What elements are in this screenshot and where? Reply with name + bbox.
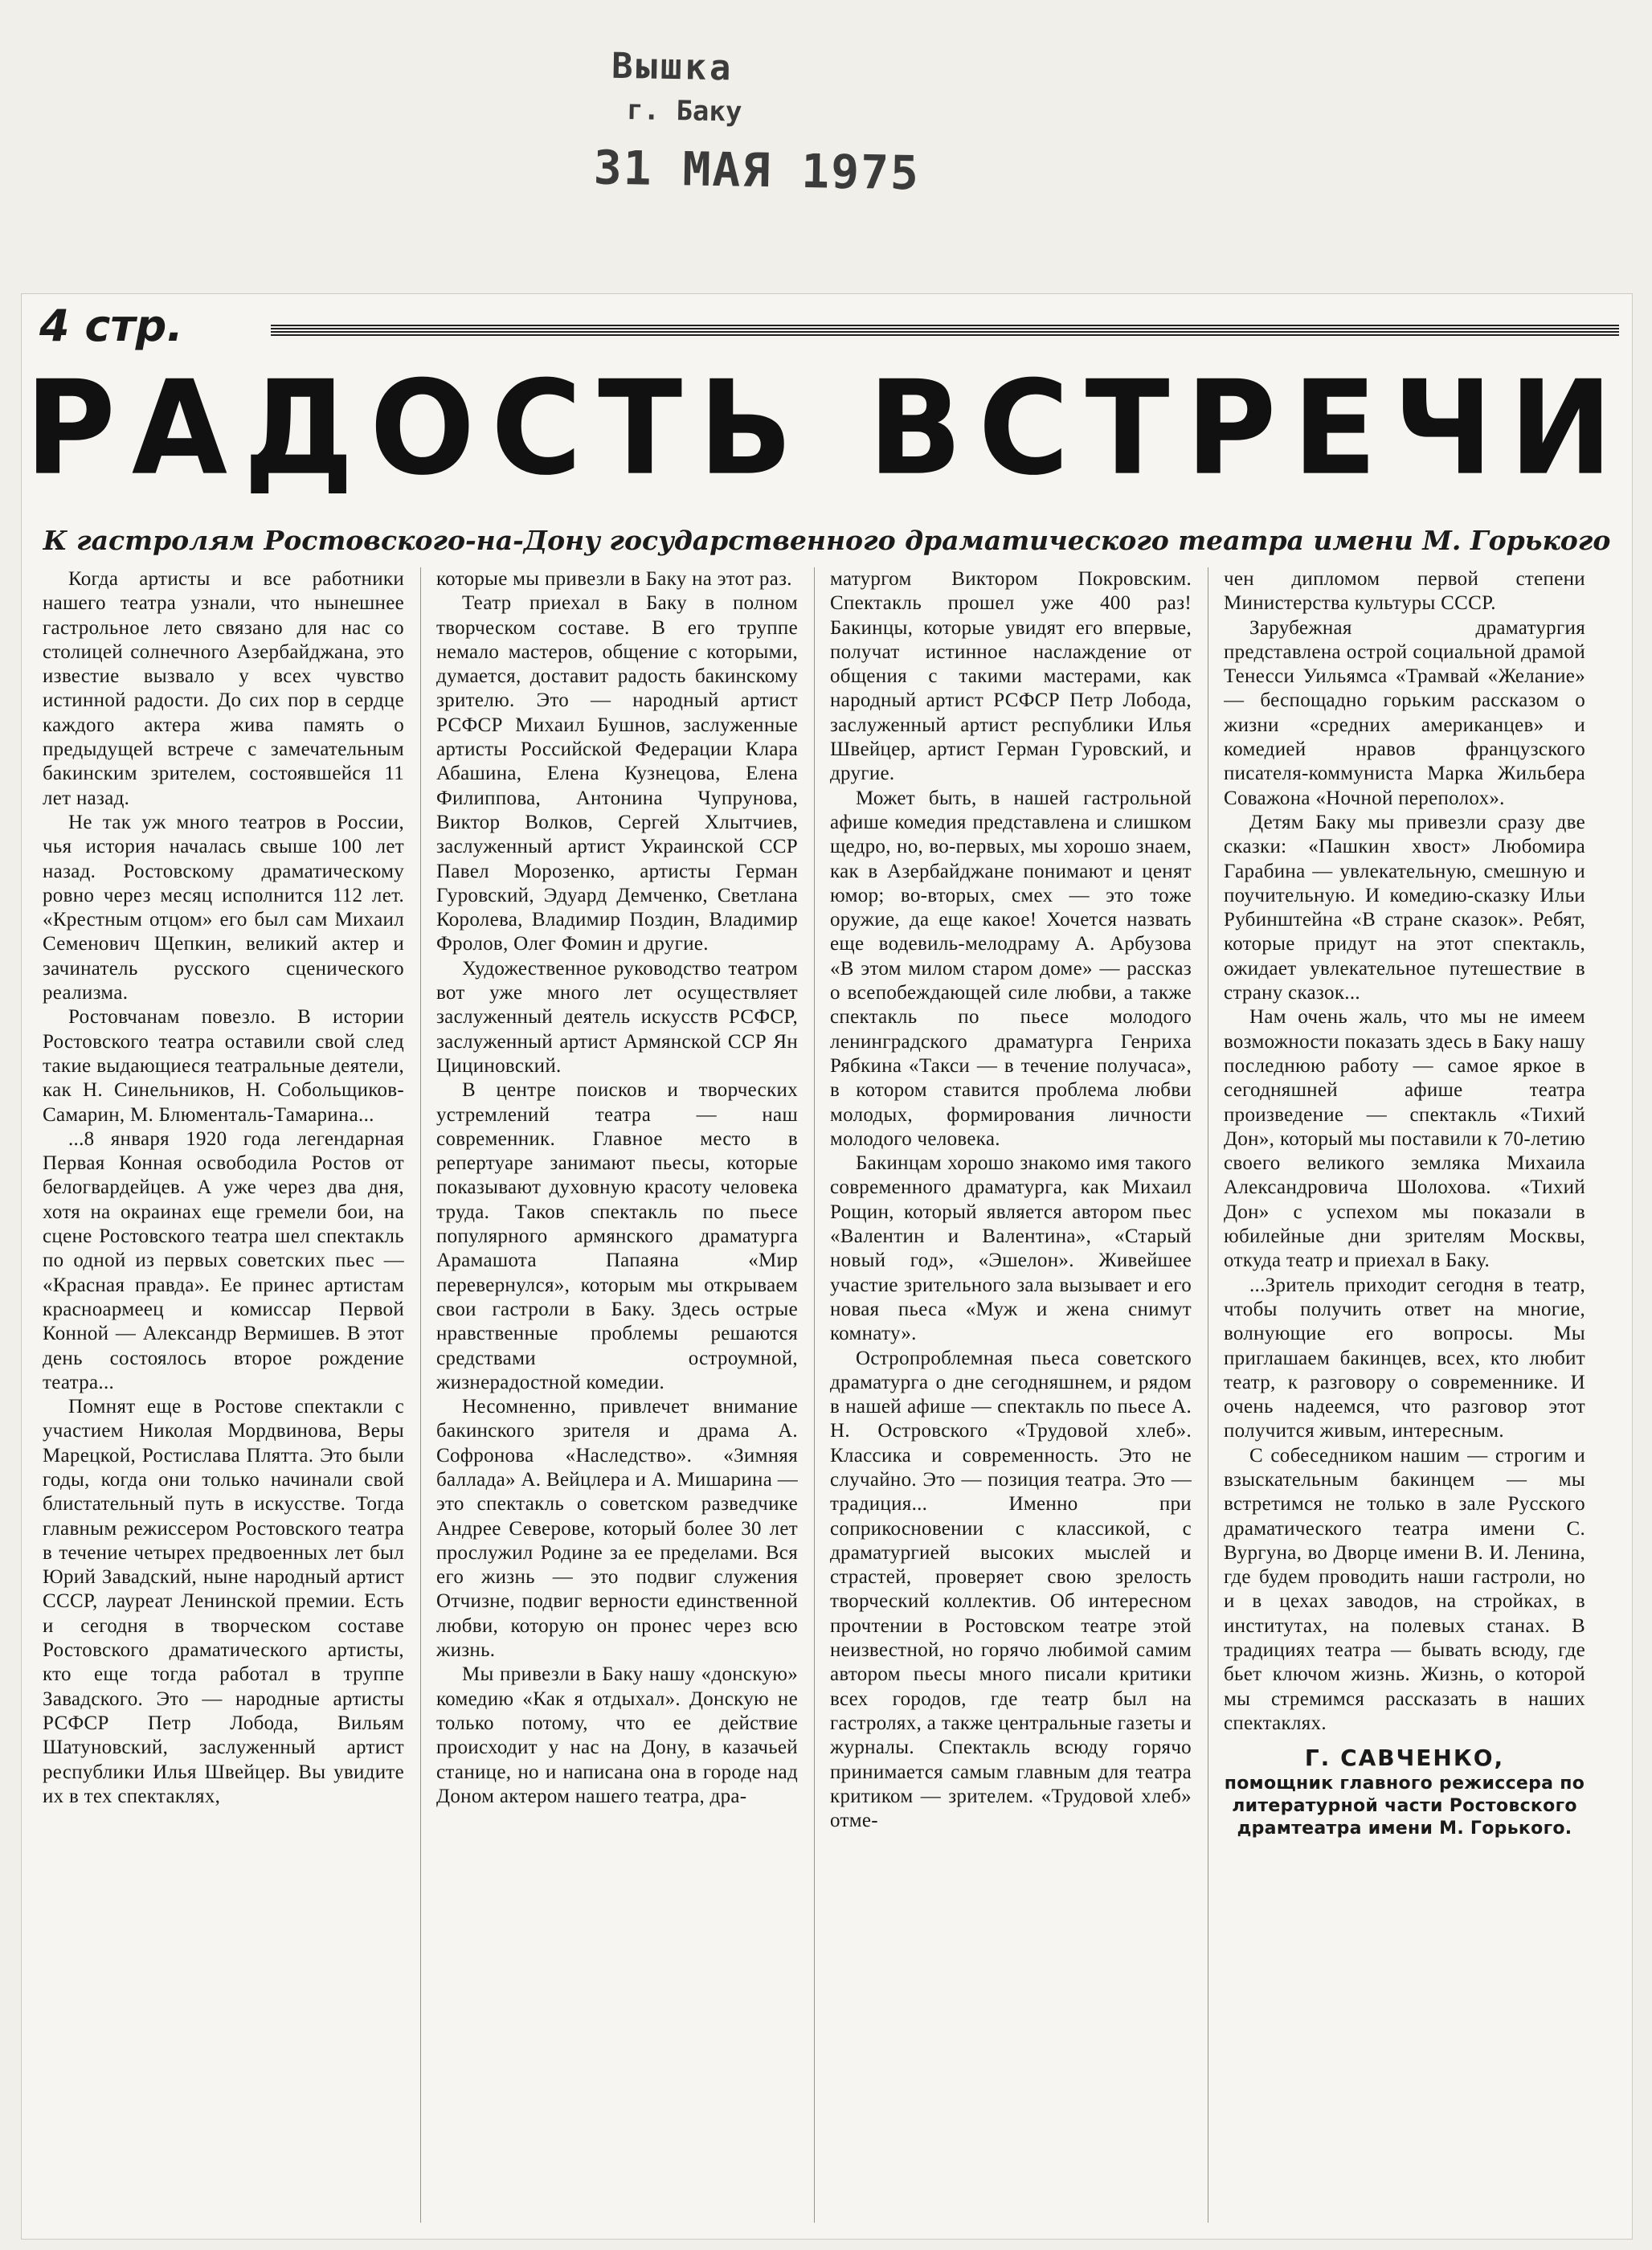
paragraph: С собеседником нашим — строгим и взыскательным бакинцем — мы встретимся не только в зале Русского драматического театра имени С. Вургуна, во Дворце имени В. И. Ленина, где будем проводить наши гастроли, но и в цехах заводов, на стройках, в институтах, на полевых станах. В традициях театра — бывать всюду, где бьет ключом жизнь. Жизнь, о которой мы стремимся рассказать в наших спектаклях. (1224, 1444, 1585, 1734)
page-number: 4 стр. (39, 301, 183, 351)
paragraph: Мы привезли в Баку нашу «донскую» комедию «Как я отдыхал». Донскую не только потому, что ее действие происходит у нас на Дону, в казачьей станице, но и написана она в городе над Доном актером нашего театра, дра- (436, 1663, 798, 1807)
column-4 (1224, 567, 1585, 2223)
header-rule (271, 325, 1619, 336)
column-3 (830, 567, 1192, 2223)
column-2 (436, 567, 798, 2223)
paragraph: чен дипломом первой степени Министерства культуры СССР. (1224, 568, 1585, 615)
stamp-city: г. Баку (626, 94, 742, 129)
column-1 (43, 567, 404, 2223)
paragraph: Бакинцам хорошо знакомо имя такого современного драматурга, как Михаил Рощин, который является автором пьес «Валентин и Валентина», «Старый новый год», «Эшелон». Живейшее участие зрительного зала вызывает и его новая пьеса «Муж и жена снимут комнату». (830, 1152, 1192, 1345)
newspaper-clipping (21, 293, 1633, 2240)
paragraph: которые мы привезли в Баку на этот раз. (436, 568, 792, 590)
column-divider (814, 567, 815, 2223)
stamp-newspaper-name: Вышка (611, 45, 734, 89)
paragraph: Может быть, в нашей гастрольной афише комедия представлена и слишком щедро, но, во-первых, мы хорошо знаем, как в Азербайджане понимают и ценят юмор; во-вторых, смех — это тоже оружие, да еще какое! Хочется назвать еще водевиль-мелодраму А. Арбузова «В этом милом старом доме» — рассказ о всепобеждающей силе любви, а также спектакль по пьесе молодого ленинградского драматурга Генриха Рябкина «Такси — в течение получаса», в котором ставится проблема любви молодых, формирования личности молодого человека. (830, 787, 1192, 1150)
paragraph: Несомненно, привлечет внимание бакинского зрителя и драма А. Софронова «Наследство». «Зимняя баллада» А. Вейцлера и А. Мишарина — это спектакль о советском разведчике Андрее Северове, который более 30 лет прослужил Родине за ее пределами. Вся его жизнь — это подвиг служения Отчизне, подвиг верности единственной любви, которую он пронес через всю жизнь. (436, 1396, 798, 1662)
archive-stamp (593, 45, 934, 201)
paragraph: Театр приехал в Баку в полном творческом составе. В его труппе немало мастеров, общение с которыми, думается, доставит радость бакинскому зрителю. Это — народный артист РСФСР Михаил Бушнов, заслуженные артисты Российской Федерации Клара Абашина, Елена Кузнецова, Елена Филиппова, Антонина Чупрунова, Виктор Волков, Сергей Хлытчиев, заслуженный артист Украинской ССР Павел Морозенко, артисты Герман Гуровский, Эдуард Демченко, Светлана Королева, Владимир Поздин, Владимир Фролов, Олег Фомин и другие. (436, 592, 798, 955)
author-signature (1224, 1744, 1585, 1840)
author-name: Г. САВЧЕНКО, (1304, 1745, 1505, 1772)
paragraph: Не так уж много театров в России, чья история началась свыше 100 лет назад. Ростовскому драматическому ровно через месяц исполнится 112 лет. «Крестным отцом» его был сам Михаил Семенович Щепкин, великий актер и зачинатель русского сценического реализма. (43, 811, 404, 1004)
author-position: помощник главного режиссера по литературной части Ростовского драмтеатра имени М. Горького. (1224, 1773, 1585, 1839)
column-divider (420, 567, 421, 2223)
paragraph: Детям Баку мы привезли сразу две сказки: «Пашкин хвост» Любомира Гарабина — увлекательную, смешную и поучительную. И комедию-сказку Ильи Рубинштейна «В стране сказок». Ребят, которые придут на этот спектакль, ожидает увлекательное путешествие в страну сказок... (1224, 811, 1585, 1004)
paragraph: Зарубежная драматургия представлена острой социальной драмой Тенесси Уильямса «Трамвай «Желание» — беспощадно горьким рассказом о жизни «средних американцев» и комедией нравов французского писателя-коммуниста Марка Жильбера Соважона «Ночной переполох». (1224, 616, 1585, 809)
paragraph: Ростовчанам повезло. В истории Ростовского театра оставили свой след такие выдающиеся театральные деятели, как Н. Синельников, Н. Собольщиков-Самарин, М. Блюменталь-Тамарина... (43, 1006, 404, 1126)
stamp-date: 31 МАЯ 1975 (593, 140, 921, 201)
paragraph: ...Зритель приходит сегодня в театр, чтобы получить ответ на многие, волнующие его вопросы. Мы приглашаем бакинцев, всех, кто любит театр, к разговору о современнике. И очень надеемся, что разговор этот получится живым, интересным. (1224, 1274, 1585, 1442)
article-subtitle: К гастролям Ростовского-на-Дону государственного драматического театра имени М. Горького (43, 525, 1611, 556)
paragraph: Помнят еще в Ростове спектакли с участием Николая Мордвинова, Веры Марецкой, Ростислава Плятта. Это были годы, когда они только начинали свой блистательный путь в искусстве. Тогда главным режиссером Ростовского театра в течение четырех предвоенных лет был Юрий Завадский, ныне народный артист СССР, лауреат Ленинской премии. Есть и сегодня в творческом составе Ростовского драматического артисты, кто еще тогда работал в труппе Завадского. Это — народные артисты РСФСР Петр Лобода, Вильям Шатуновский, заслуженный артист республики Илья Швейцер. Вы увидите их в тех спектаклях, (43, 1396, 404, 1807)
paragraph: Когда артисты и все работники нашего театра узнали, что нынешнее гастрольное лето связано для нас со столицей солнечного Азербайджана, это известие вызвало у всех чувство истинной радости. До сих пор в сердце каждого актера жива память о предыдущей встрече с замечательным бакинским зрителем, состоявшейся 11 лет назад. (43, 568, 404, 809)
paragraph: ...8 января 1920 года легендарная Первая Конная освободила Ростов от белогвардейцев. А уже через два дня, хотя на окраинах еще гремели бои, на сцене Ростовского театра шел спектакль по одной из первых советских пьес — «Красная правда». Ее принес артистам красноармеец и комиссар Первой Конной — Александр Вермишев. В этот день состоялось второе рождение театра... (43, 1127, 404, 1393)
article-headline: РАДОСТЬ ВСТРЕЧИ (24, 353, 1630, 505)
paragraph: В центре поисков и творческих устремлений театра — наш современник. Главное место в репертуаре занимают пьесы, которые показывают духовную красоту человека труда. Таков спектакль по пьесе популярного армянского драматурга Арамашота Папаяна «Мир перевернулся», которым мы открываем свои гастроли в Баку. Здесь острые нравственные проблемы решаются средствами остроумной, жизнерадостной комедии. (436, 1079, 798, 1393)
paragraph: Нам очень жаль, что мы не имеем возможности показать здесь в Баку нашу последнюю работу — самое яркое в сегодняшней афише театра произведение — спектакль «Тихий Дон», который мы поставили к 70-летию своего великого земляка Михаила Александровича Шолохова. «Тихий Дон» с успехом мы показали в юбилейные дни зрителям Москвы, откуда театр и приехал в Баку. (1224, 1006, 1585, 1272)
paragraph: матургом Виктором Покровским. Спектакль прошел уже 400 раз! Бакинцы, которые увидят его впервые, получат истинное наслаждение от общения с такими мастерами, как народный артист РСФСР Петр Лобода, заслуженный артист республики Илья Швейцер, артист Герман Гуровский, и другие. (830, 568, 1192, 785)
paragraph: Художественное руководство театром вот уже много лет осуществляет заслуженный деятель искусств РСФСР, заслуженный артист Армянской ССР Ян Цициновский. (436, 957, 798, 1077)
article-body (43, 567, 1609, 2227)
paragraph: Остропроблемная пьеса советского драматурга о дне сегодняшнем, и рядом в нашей афише — спектакль по пьесе А. Н. Островского «Трудовой хлеб». Классика и современность. Это не случайно. Это — позиция театра. Это — традиция... Именно при соприкосновении с классикой, с драматургией высоких мыслей и страстей, проверяет свою зрелость творческий коллектив. Об интересном прочтении в Ростовском театре этой неизвестной, но горячо любимой самим автором пьесы много писали критики всех городов, где театр был на гастролях, а также центральные газеты и журналы. Спектакль всюду горячо принимается самым главным для театра критиком — зрителем. «Трудовой хлеб» отме- (830, 1347, 1192, 1832)
